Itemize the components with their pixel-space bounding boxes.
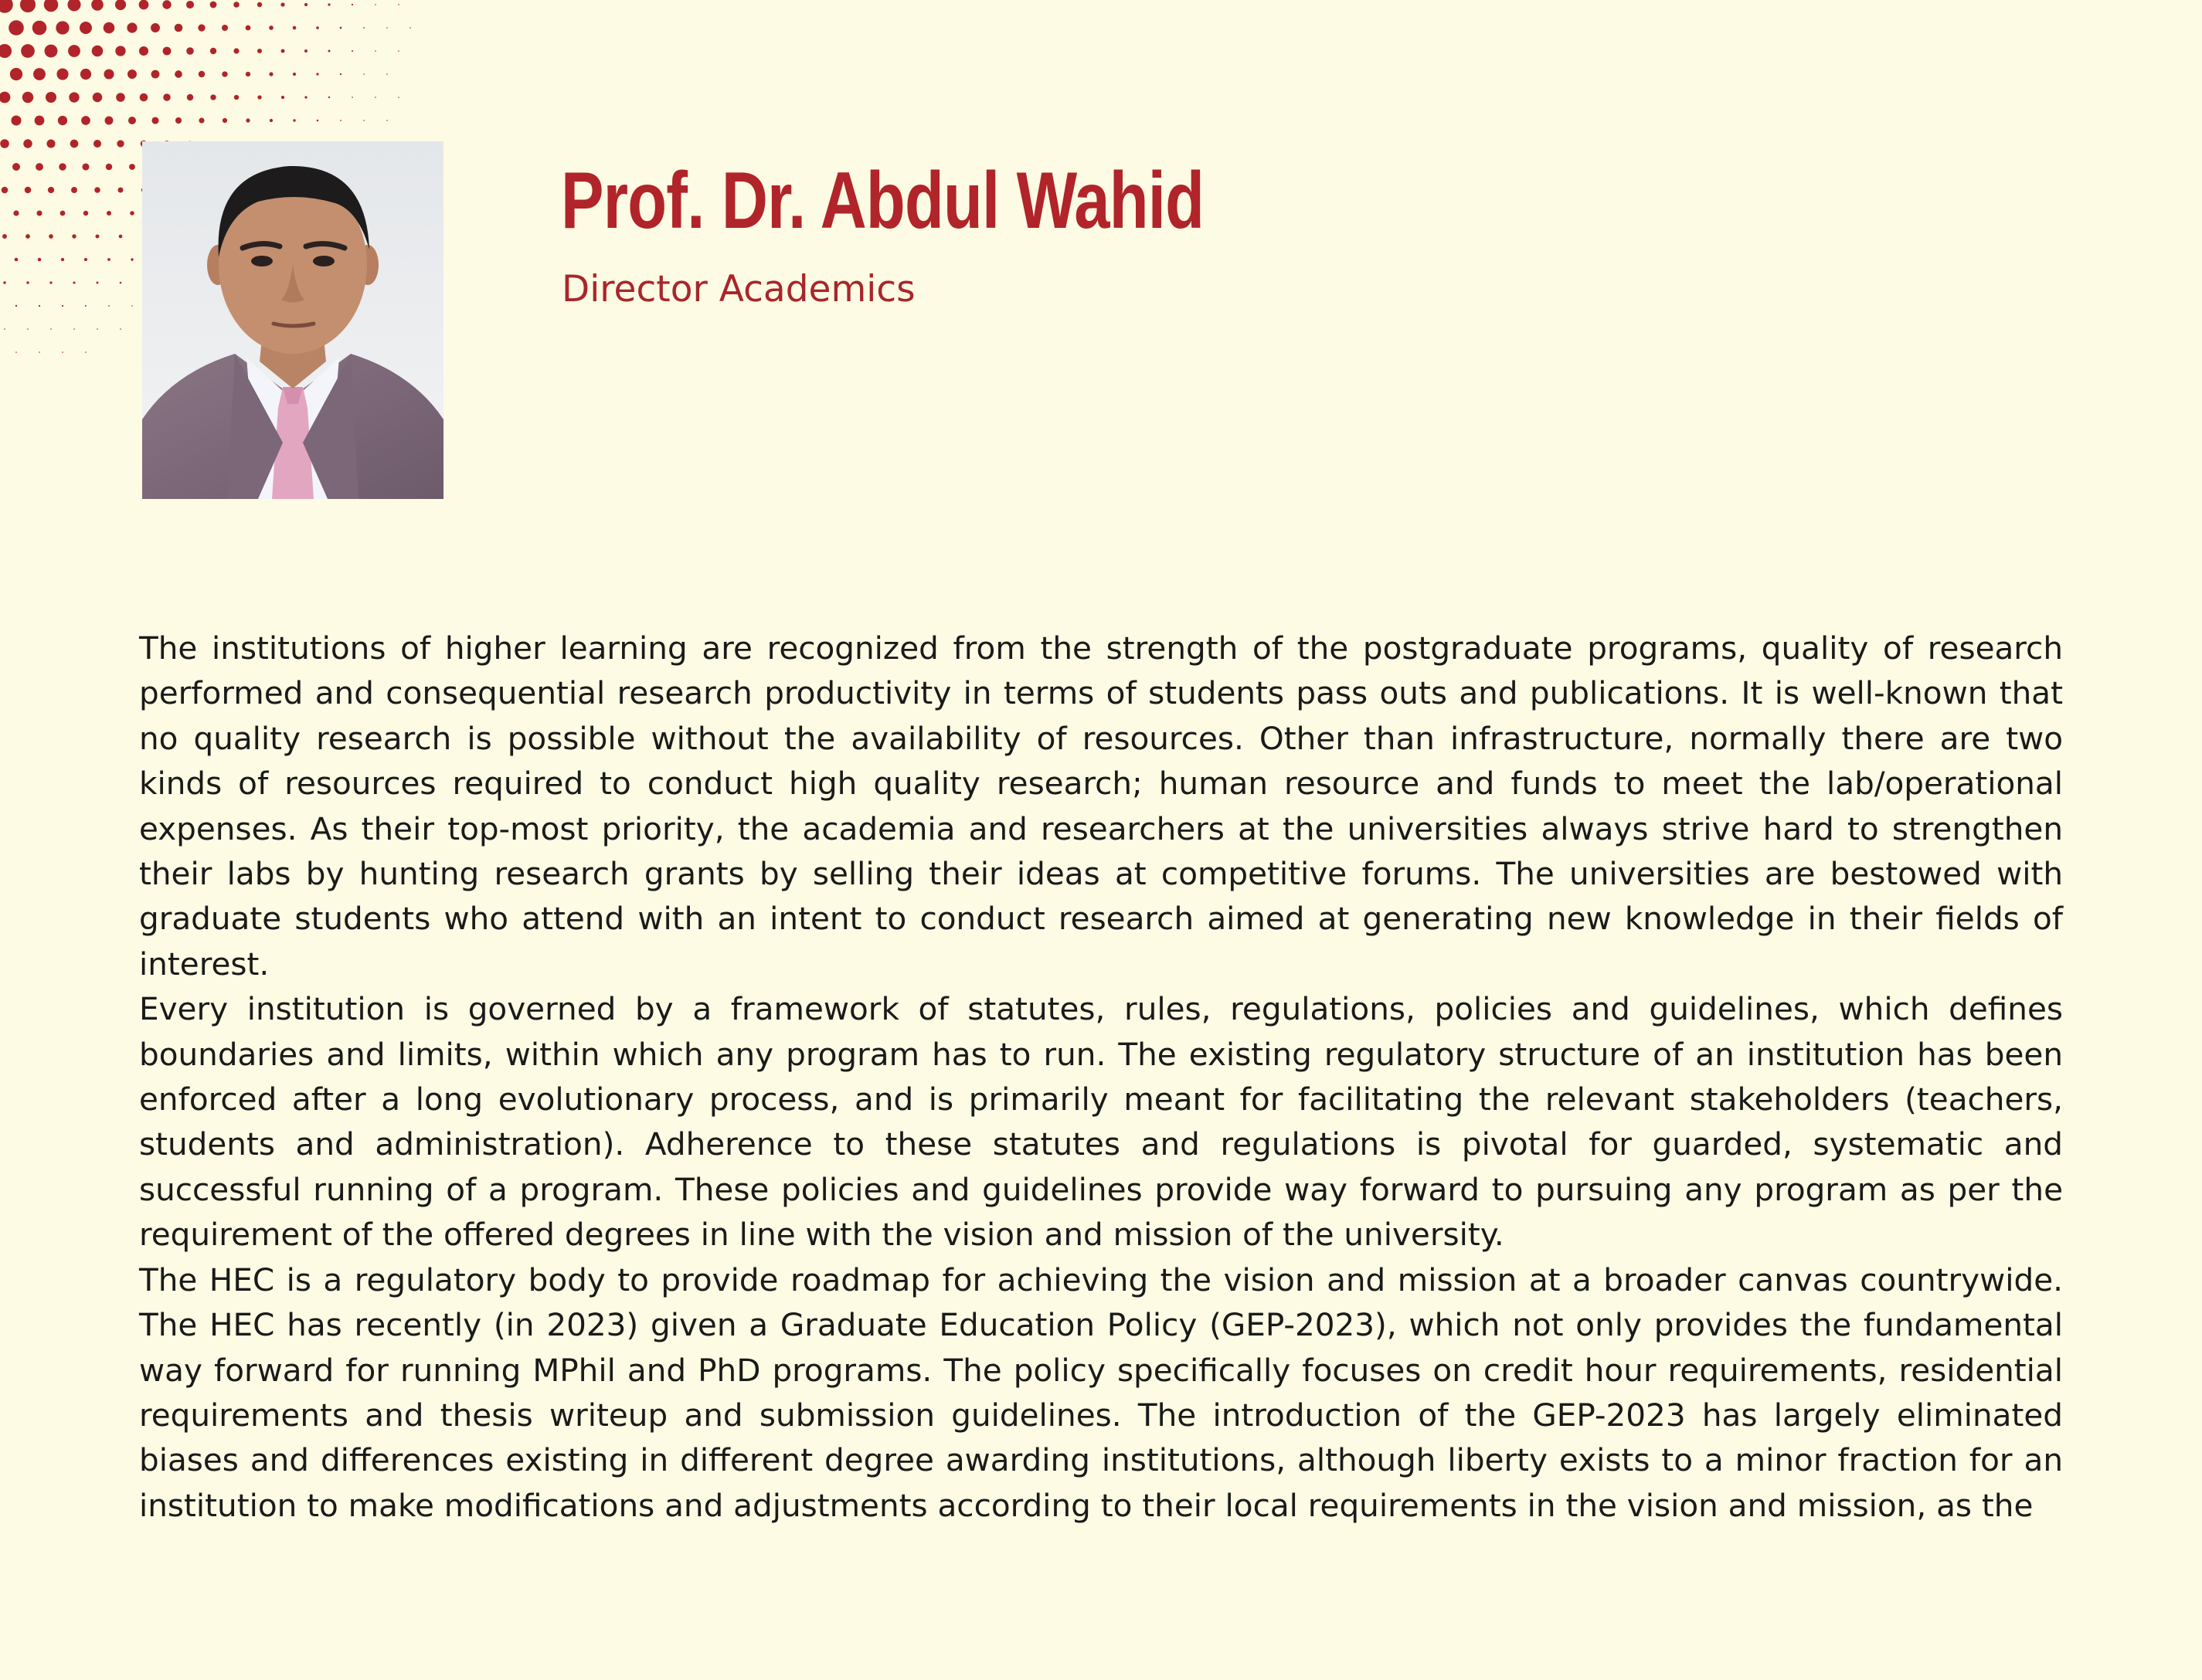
halftone-dot [375, 50, 376, 52]
halftone-dot [317, 120, 319, 122]
halftone-dot [97, 328, 98, 330]
halftone-dot [93, 140, 101, 148]
halftone-dot [409, 27, 411, 29]
halftone-dot [210, 94, 216, 100]
halftone-dot [281, 96, 284, 99]
halftone-dot [2, 234, 7, 239]
profile-photo [142, 141, 443, 499]
halftone-dot [270, 119, 273, 122]
halftone-dot [198, 24, 205, 31]
halftone-dot [104, 69, 114, 79]
halftone-dot [257, 95, 261, 99]
halftone-dot [363, 73, 365, 75]
halftone-dot [269, 72, 273, 76]
halftone-dot [36, 163, 43, 171]
message-body [139, 626, 2063, 1528]
halftone-dot [280, 2, 284, 6]
halftone-dot [15, 258, 19, 262]
halftone-dot [375, 4, 376, 5]
halftone-dot [58, 116, 67, 125]
halftone-dot [108, 305, 110, 307]
halftone-dot [139, 46, 148, 56]
halftone-dot [46, 92, 56, 103]
halftone-dot [175, 24, 183, 32]
halftone-dot [151, 23, 160, 32]
halftone-dot [186, 47, 194, 55]
halftone-dot [162, 0, 171, 8]
halftone-dot [85, 351, 87, 353]
halftone-dot [257, 49, 262, 53]
halftone-dot [316, 26, 319, 29]
halftone-dot [84, 258, 87, 261]
halftone-dot [293, 26, 297, 30]
halftone-dot [104, 22, 115, 34]
halftone-dot [328, 3, 330, 5]
halftone-dot [62, 305, 63, 307]
halftone-dot [210, 2, 217, 8]
halftone-dot [293, 73, 296, 76]
halftone-dot [67, 0, 80, 12]
halftone-dot [15, 351, 17, 353]
halftone-dot [95, 234, 99, 238]
halftone-dot [4, 328, 5, 330]
halftone-dot [62, 351, 63, 353]
halftone-dot [246, 118, 250, 122]
halftone-dot [94, 187, 100, 193]
halftone-dot [151, 70, 160, 79]
halftone-dot [80, 22, 92, 34]
paragraph-1: The institutions of higher learning are recognized from the strength of the postgraduate programs, quality of research performed and consequential research productivity in terms of students pass outs and publications. It is well-known that no quality research is possible without the availability of resources. Other than infrastructure, normally there are two kinds of resources required to conduct high quality research; human resource and funds to meet the lab/operational expenses. As their top-most priority, the academia and researchers at the universities always strive hard to strengthen their labs by hunting research grants by selling their ideas at competitive forums. The universities are bestowed with graduate students who attend with an intent to conduct research aimed at generating new knowledge in their fields of interest. [139, 630, 2063, 983]
halftone-dot [85, 305, 87, 307]
halftone-dot [60, 211, 66, 216]
halftone-dot [163, 47, 172, 56]
halftone-dot [187, 94, 193, 100]
halftone-dot [80, 69, 91, 80]
halftone-dot [363, 27, 365, 29]
halftone-dot [10, 68, 22, 80]
halftone-dot [83, 211, 88, 216]
halftone-dot [49, 234, 53, 239]
halftone-dot [46, 139, 55, 148]
halftone-dot [50, 328, 52, 330]
halftone-dot [21, 44, 35, 58]
halftone-dot [386, 27, 388, 29]
halftone-dot [340, 120, 342, 121]
person-name: Prof. Dr. Abdul Wahid [561, 156, 1205, 246]
halftone-dot [45, 45, 58, 58]
halftone-dot [26, 281, 29, 283]
halftone-dot [223, 118, 227, 123]
halftone-dot [281, 49, 285, 53]
halftone-dot [119, 235, 123, 239]
halftone-dot [105, 117, 114, 125]
halftone-dot [71, 187, 77, 193]
halftone-dot [0, 92, 10, 104]
halftone-dot [257, 2, 262, 7]
halftone-dot [92, 46, 104, 57]
halftone-dot [82, 163, 89, 170]
halftone-dot [20, 0, 36, 12]
halftone-dot [352, 50, 353, 52]
halftone-dot [0, 139, 9, 148]
halftone-dot [386, 73, 388, 75]
halftone-dot [129, 164, 135, 170]
halftone-dot [15, 305, 17, 307]
halftone-dot [398, 97, 399, 98]
halftone-dot [73, 328, 75, 330]
halftone-dot [2, 187, 8, 194]
halftone-dot [352, 97, 353, 98]
halftone-dot [316, 73, 318, 75]
halftone-dot [246, 25, 251, 31]
halftone-dot [222, 25, 228, 31]
halftone-dot [328, 50, 331, 53]
halftone-dot [8, 20, 24, 36]
halftone-dot [56, 68, 68, 80]
halftone-dot [234, 95, 239, 100]
halftone-dot [11, 115, 21, 125]
halftone-dot [23, 139, 32, 148]
halftone-dot [115, 46, 125, 56]
halftone-dot [48, 187, 54, 193]
halftone-dot [175, 70, 182, 78]
halftone-dot [398, 4, 399, 5]
halftone-dot [116, 93, 125, 102]
halftone-dot [44, 0, 59, 12]
halftone-dot [49, 281, 52, 283]
halftone-dot [210, 48, 216, 54]
halftone-dot [25, 234, 30, 239]
halftone-dot [328, 97, 330, 98]
halftone-dot [38, 258, 42, 262]
halftone-dot [39, 351, 40, 353]
halftone-dot [233, 2, 240, 8]
halftone-dot [0, 0, 13, 13]
halftone-dot [304, 96, 307, 98]
halftone-dot [163, 93, 171, 101]
halftone-dot [386, 120, 388, 121]
halftone-dot [120, 282, 122, 284]
halftone-dot [81, 116, 90, 125]
halftone-dot [25, 187, 32, 194]
halftone-dot [140, 93, 148, 102]
halftone-dot [127, 22, 137, 32]
halftone-dot [117, 140, 124, 147]
halftone-dot [3, 281, 5, 283]
halftone-dot [186, 1, 194, 8]
halftone-dot [175, 117, 182, 124]
halftone-dot [13, 210, 19, 216]
halftone-dot [130, 211, 134, 216]
halftone-dot [56, 21, 69, 34]
halftone-dot [131, 305, 133, 307]
halftone-dot [107, 258, 110, 261]
halftone-dot [36, 210, 42, 216]
halftone-dot [128, 117, 136, 124]
halftone-dot [340, 27, 342, 29]
halftone-dot [363, 120, 365, 121]
halftone-dot [118, 188, 124, 193]
halftone-dot [61, 258, 64, 261]
halftone-dot [304, 49, 308, 53]
halftone-dot [33, 68, 46, 80]
halftone-dot [97, 282, 99, 284]
halftone-dot [246, 72, 250, 76]
halftone-dot [340, 73, 342, 75]
halftone-dot [106, 164, 112, 170]
halftone-dot [35, 116, 45, 126]
halftone-dot [107, 211, 111, 216]
halftone-dot [199, 71, 206, 78]
halftone-dot [199, 117, 204, 123]
halftone-dot [293, 119, 295, 121]
paragraph-3: The HEC is a regulatory body to provide roadmap for achieving the vision and mission at a broader canvas countrywide. The HEC has recently (in 2023) given a Graduate Education Policy (GEP-2023), which not only provides the fundamental way forward for running MPhil and PhD programs. The policy specifically focuses on credit hour requirements, residential requirements and thesis writeup and submission guidelines. The introduction of the GEP-2023 has largely eliminated biases and differences existing in different degree awarding institutions, although liberty exists to a minor fraction for an institution to make modifications and adjustments according to their local requirements in the vision and mission, as the [139, 1261, 2063, 1524]
halftone-dot [375, 97, 376, 98]
halftone-dot [398, 50, 399, 52]
halftone-dot [69, 92, 79, 102]
halftone-dot [72, 234, 76, 238]
halftone-dot [127, 70, 137, 79]
halftone-dot [73, 281, 75, 283]
halftone-dot [59, 163, 66, 171]
halftone-dot [32, 21, 47, 36]
halftone-dot [0, 44, 12, 58]
person-title: Director Academics [562, 268, 916, 311]
halftone-dot [352, 4, 353, 5]
paragraph-2: Every institution is governed by a framework of statutes, rules, regulations, policies and guidelines, which defines boundaries and limits, within which any program has to run. The existing regulatory structure of an institution has been enforced after a long evolutionary process, and is primarily meant for facilitating the relevant stakeholders (teachers, students and administration). Adherence to these statutes and regulations is pivotal for guarded, systematic and successful running of a program. These policies and guidelines provide way forward to pursuing any program as per the requirement of the offered degrees in line with the vision and mission of the university. [139, 990, 2063, 1254]
halftone-dot [68, 45, 80, 57]
halftone-dot [91, 0, 104, 11]
halftone-dot [39, 305, 40, 307]
halftone-dot [131, 258, 133, 260]
halftone-dot [139, 0, 149, 9]
halftone-dot [93, 93, 103, 103]
halftone-dot [120, 328, 121, 330]
halftone-dot [151, 117, 158, 124]
halftone-dot [12, 163, 20, 171]
halftone-dot [27, 328, 29, 330]
halftone-dot [269, 25, 274, 30]
halftone-dot [222, 71, 227, 76]
halftone-dot [22, 92, 34, 104]
halftone-dot [233, 48, 239, 53]
halftone-dot [304, 3, 308, 6]
halftone-dot [70, 140, 79, 148]
halftone-dot [115, 0, 126, 10]
